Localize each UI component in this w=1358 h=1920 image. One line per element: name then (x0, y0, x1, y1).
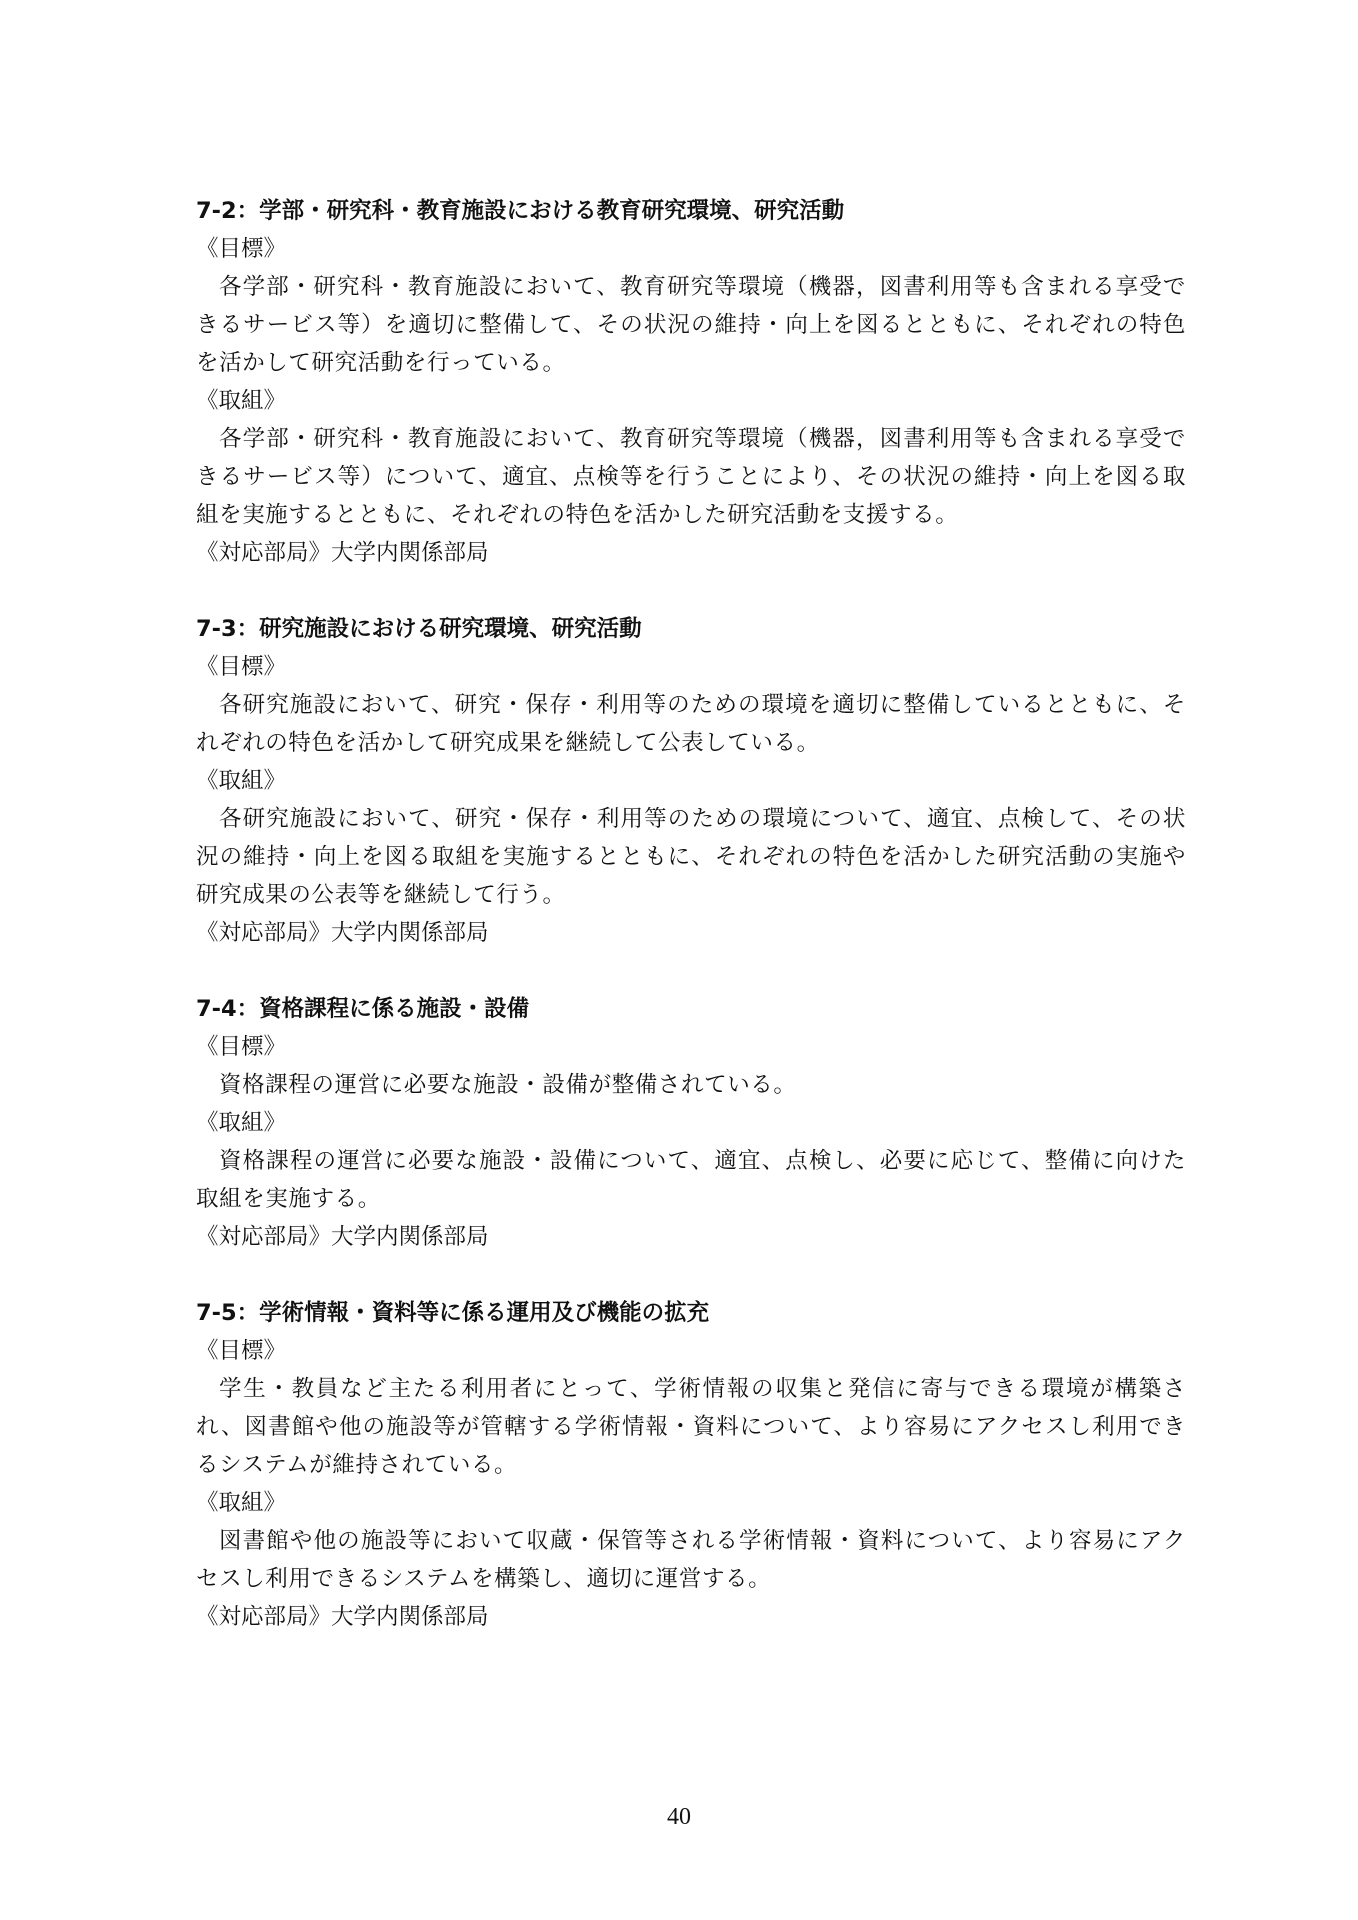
section-7-3 (196, 610, 1186, 952)
dept-line (196, 1218, 1186, 1256)
goal-label: 《目標》 (196, 1034, 287, 1060)
section-title: 7-2：学部・研究科・教育施設における教育研究環境、研究活動 (196, 198, 845, 224)
action-label: 《取組》 (196, 768, 287, 794)
action-text: 図書館や他の施設等において収蔵・保管等される学術情報・資料について、より容易にアクセスし利用できるシステムを構築し、適切に運営する。 (196, 1528, 1186, 1592)
goal-text: 各学部・研究科・教育施設において、教育研究等環境（機器，図書利用等も含まれる享受できるサービス等）を適切に整備して、その状況の維持・向上を図るとともに、それぞれの特色を活かして研究活動を行っている。 (196, 274, 1186, 376)
action-text: 各学部・研究科・教育施設において、教育研究等環境（機器，図書利用等も含まれる享受できるサービス等）について、適宜、点検等を行うことにより、その状況の維持・向上を図る取組を実施するとともに、それぞれの特色を活かした研究活動を支援する。 (196, 426, 1186, 528)
dept-label: 《対応部局》 (196, 1224, 332, 1250)
section-7-5 (196, 1294, 1186, 1636)
dept-label: 《対応部局》 (196, 540, 332, 566)
goal-text: 各研究施設において、研究・保存・利用等のための環境を適切に整備しているとともに、それぞれの特色を活かして研究成果を継続して公表している。 (196, 692, 1186, 756)
document-page (196, 192, 1186, 1674)
section-7-2 (196, 192, 1186, 572)
action-label: 《取組》 (196, 388, 287, 414)
action-text: 各研究施設において、研究・保存・利用等のための環境について、適宜、点検して、その状況の維持・向上を図る取組を実施するとともに、それぞれの特色を活かした研究活動の実施や研究成果の公表等を継続して行う。 (196, 806, 1186, 908)
dept-text: 大学内関係部局 (331, 920, 489, 946)
action-label: 《取組》 (196, 1110, 287, 1136)
dept-label: 《対応部局》 (196, 920, 332, 946)
dept-text: 大学内関係部局 (331, 1604, 489, 1630)
action-text: 資格課程の運営に必要な施設・設備について、適宜、点検し、必要に応じて、整備に向けた取組を実施する。 (196, 1148, 1186, 1212)
dept-line (196, 534, 1186, 572)
goal-text: 資格課程の運営に必要な施設・設備が整備されている。 (219, 1072, 797, 1098)
goal-label: 《目標》 (196, 1338, 287, 1364)
dept-label: 《対応部局》 (196, 1604, 332, 1630)
goal-label: 《目標》 (196, 654, 287, 680)
goal-label: 《目標》 (196, 236, 287, 262)
section-title: 7-3：研究施設における研究環境、研究活動 (196, 616, 642, 642)
page-number: 40 (667, 1804, 691, 1830)
dept-text: 大学内関係部局 (331, 540, 489, 566)
section-title: 7-4：資格課程に係る施設・設備 (196, 996, 530, 1022)
dept-line (196, 914, 1186, 952)
action-label: 《取組》 (196, 1490, 287, 1516)
goal-text: 学生・教員など主たる利用者にとって、学術情報の収集と発信に寄与できる環境が構築され、図書館や他の施設等が管轄する学術情報・資料について、より容易にアクセスし利用できるシステムが維持されている。 (196, 1376, 1186, 1478)
section-title: 7-5：学術情報・資料等に係る運用及び機能の拡充 (196, 1300, 710, 1326)
dept-text: 大学内関係部局 (331, 1224, 489, 1250)
dept-line (196, 1598, 1186, 1636)
section-7-4 (196, 990, 1186, 1256)
